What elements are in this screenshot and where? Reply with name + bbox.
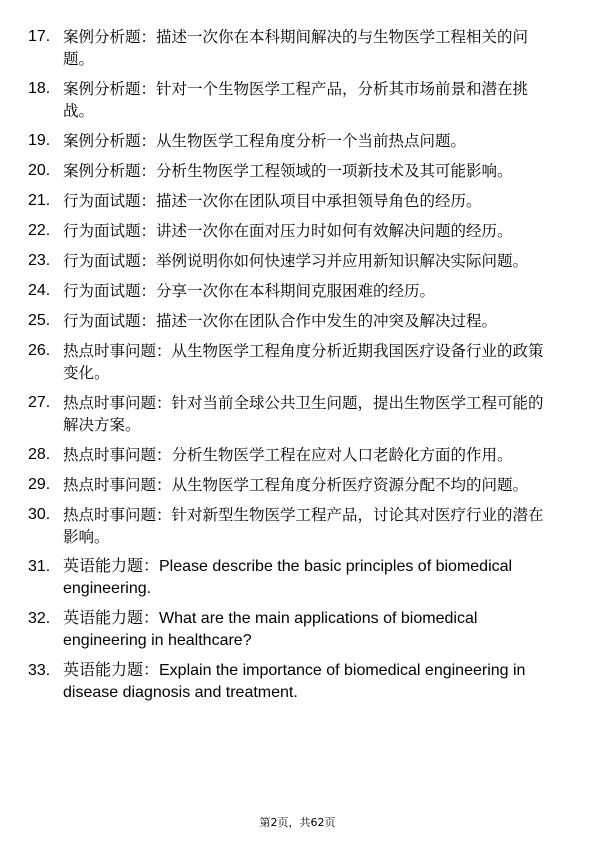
question-text: 热点时事问题：分析生物医学工程在应对人口老龄化方面的作用。	[63, 446, 513, 464]
question-text: 行为面试题：分享一次你在本科期间克服困难的经历。	[63, 282, 436, 300]
question-text: 行为面试题：描述一次你在团队项目中承担领导角色的经历。	[63, 192, 482, 210]
question-text: 热点时事问题：从生物医学工程角度分析医疗资源分配不均的问题。	[63, 476, 529, 494]
question-text: 英语能力题：Please describe the basic principles of biomedical engineering.	[63, 558, 513, 597]
question-number: 33.	[28, 662, 51, 679]
question-text: 案例分析题：分析生物医学工程领域的一项新技术及其可能影响。	[63, 162, 513, 180]
question-item	[0, 392, 595, 436]
question-item	[0, 26, 595, 70]
question-text: 案例分析题：描述一次你在本科期间解决的与生物医学工程相关的问题。	[63, 28, 529, 68]
question-item	[0, 608, 595, 652]
question-number: 19.	[28, 132, 51, 149]
question-number: 32.	[28, 610, 51, 627]
question-text: 英语能力题：What are the main applications of biomedical engineering in healthcare?	[63, 610, 478, 649]
question-item	[0, 474, 595, 496]
question-text: 行为面试题：描述一次你在团队合作中发生的冲突及解决过程。	[63, 312, 498, 330]
question-number: 26.	[28, 342, 51, 359]
question-item	[0, 250, 595, 272]
question-text: 案例分析题：从生物医学工程角度分析一个当前热点问题。	[63, 132, 467, 150]
question-number: 31.	[28, 558, 51, 575]
question-text: 热点时事问题：针对新型生物医学工程产品，讨论其对医疗行业的潜在影响。	[63, 506, 544, 546]
question-item	[0, 160, 595, 182]
question-number: 22.	[28, 222, 51, 239]
question-number: 30.	[28, 506, 51, 523]
question-number: 28.	[28, 446, 51, 463]
question-text: 热点时事问题：针对当前全球公共卫生问题，提出生物医学工程可能的解决方案。	[63, 394, 544, 434]
question-item	[0, 190, 595, 212]
question-number: 17.	[28, 28, 51, 45]
question-number: 20.	[28, 162, 51, 179]
question-item	[0, 310, 595, 332]
question-number: 21.	[28, 192, 51, 209]
question-item	[0, 504, 595, 548]
question-text: 热点时事问题：从生物医学工程角度分析近期我国医疗设备行业的政策变化。	[63, 342, 544, 382]
question-number: 24.	[28, 282, 51, 299]
question-number: 25.	[28, 312, 51, 329]
question-number: 23.	[28, 252, 51, 269]
question-text: 行为面试题：举例说明你如何快速学习并应用新知识解决实际问题。	[63, 252, 529, 270]
question-number: 27.	[28, 394, 51, 411]
page-footer: 第2页，共62页	[259, 816, 336, 829]
question-item	[0, 444, 595, 466]
question-item	[0, 556, 595, 600]
question-list	[0, 26, 595, 712]
question-number: 29.	[28, 476, 51, 493]
question-item	[0, 130, 595, 152]
question-number: 18.	[28, 80, 51, 97]
question-item	[0, 220, 595, 242]
question-text: 行为面试题：讲述一次你在面对压力时如何有效解决问题的经历。	[63, 222, 513, 240]
question-text: 英语能力题：Explain the importance of biomedical engineering in disease diagnosis and treatment.	[63, 662, 526, 701]
question-text: 案例分析题：针对一个生物医学工程产品，分析其市场前景和潜在挑战。	[63, 80, 529, 120]
question-item	[0, 340, 595, 384]
question-item	[0, 280, 595, 302]
question-item	[0, 78, 595, 122]
question-item	[0, 660, 595, 704]
